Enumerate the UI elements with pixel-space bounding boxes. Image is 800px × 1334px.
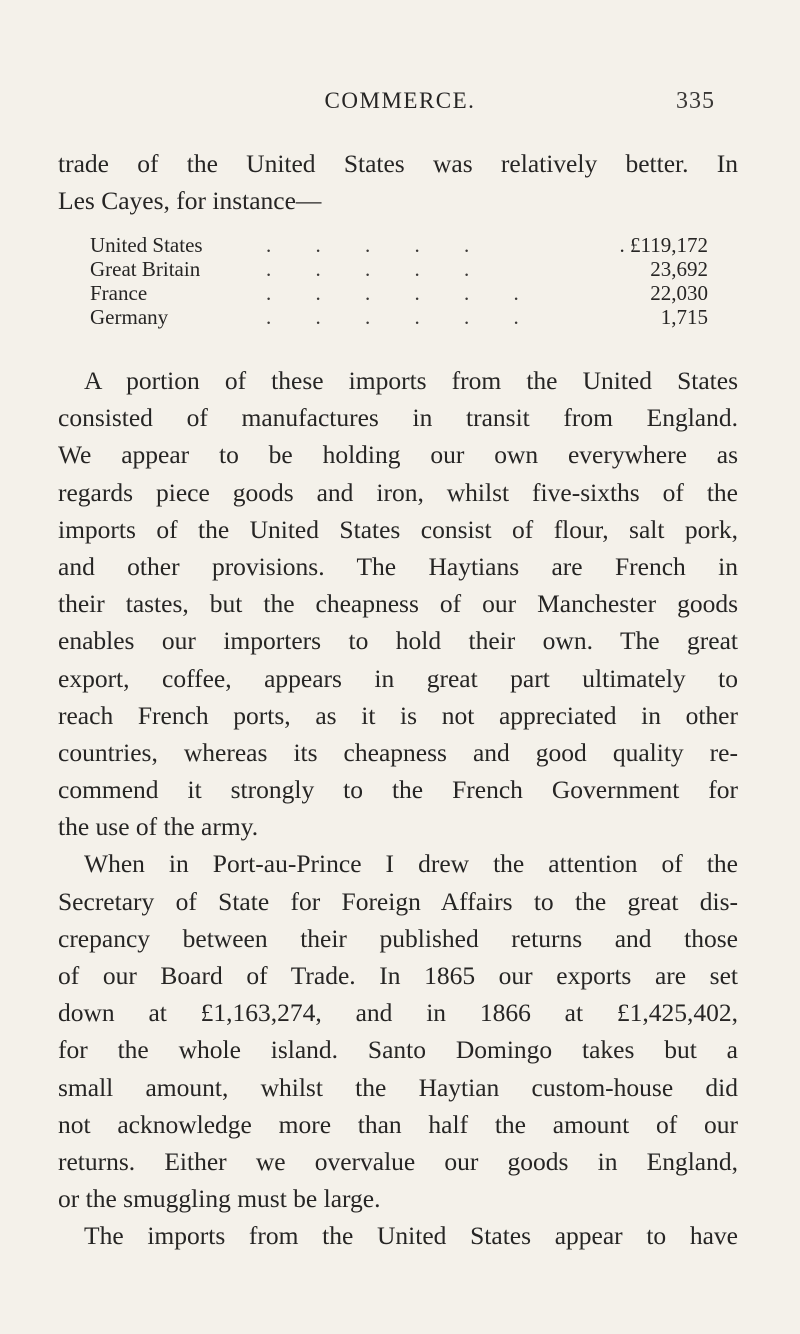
text-line: reach French ports, as it is not appreciated in other: [58, 700, 738, 730]
dot-leader: . . . . . .: [266, 281, 539, 305]
text-line: consisted of manufactures in transit from England.: [58, 403, 738, 433]
text-line: not acknowledge more than half the amount of our: [58, 1109, 738, 1139]
text-line: export, coffee, appears in great part ultimately to: [58, 663, 738, 693]
text-line: of our Board of Trade. In 1865 our exports are set: [58, 961, 738, 990]
text-line: We appear to be holding our own everywhere as: [58, 440, 738, 470]
running-title: COMMERCE.: [324, 88, 476, 113]
import-value: 1,715: [660, 305, 708, 329]
dot-leader: . . . . . .: [266, 305, 539, 329]
text-line: and other provisions. The Haytians are French in: [58, 551, 738, 581]
table-row: [90, 233, 708, 257]
text-line: commend it strongly to the French Government for: [58, 775, 738, 805]
page-number: 335: [676, 88, 715, 114]
table-row: [90, 257, 708, 281]
text-line: trade of the United States was relatively better. In: [58, 149, 738, 178]
text-line: Secretary of State for Foreign Affairs to the great dis-: [58, 886, 738, 916]
intro-paragraph: [58, 145, 738, 219]
country-name: France: [90, 281, 148, 305]
text-line: small amount, whilst the Haytian custom-house did: [58, 1072, 738, 1102]
text-line: countries, whereas its cheapness and good quality re-: [58, 737, 738, 767]
text-line: crepancy between their published returns and those: [58, 923, 738, 953]
table-row: [90, 305, 708, 329]
dot-leader: . . . . .: [266, 257, 489, 281]
import-value: 23,692: [650, 257, 708, 281]
text-line: When in Port-au-Prince I drew the attention of the: [84, 849, 738, 879]
body-text: [58, 362, 738, 1255]
text-line: returns. Either we overvalue our goods in England,: [58, 1146, 738, 1176]
text-line: The imports from the United States appear to have: [84, 1221, 738, 1251]
text-line: the use of the army.: [58, 812, 259, 842]
text-line: down at £1,163,274, and in 1866 at £1,425,402,: [58, 998, 738, 1028]
import-value: . £119,172: [619, 233, 708, 257]
text-line: imports of the United States consist of flour, salt pork,: [58, 514, 738, 544]
text-line: regards piece goods and iron, whilst five-sixths of the: [58, 477, 738, 507]
import-value: 22,030: [650, 281, 708, 305]
text-line: enables our importers to hold their own. The great: [58, 626, 738, 656]
text-line: their tastes, but the cheapness of our Manchester goods: [58, 589, 738, 619]
text-line: Les Cayes, for instance—: [58, 186, 322, 216]
running-head: [0, 88, 800, 118]
text-line: or the smuggling must be large.: [58, 1184, 381, 1214]
text-line: for the whole island. Santo Domingo takes but a: [58, 1035, 738, 1065]
table-row: [90, 281, 708, 305]
imports-table: [90, 233, 708, 329]
country-name: Germany: [90, 305, 169, 329]
country-name: Great Britain: [90, 257, 201, 281]
dot-leader: . . . . .: [266, 233, 489, 257]
country-name: United States: [90, 233, 203, 257]
text-line: A portion of these imports from the United States: [84, 366, 738, 395]
